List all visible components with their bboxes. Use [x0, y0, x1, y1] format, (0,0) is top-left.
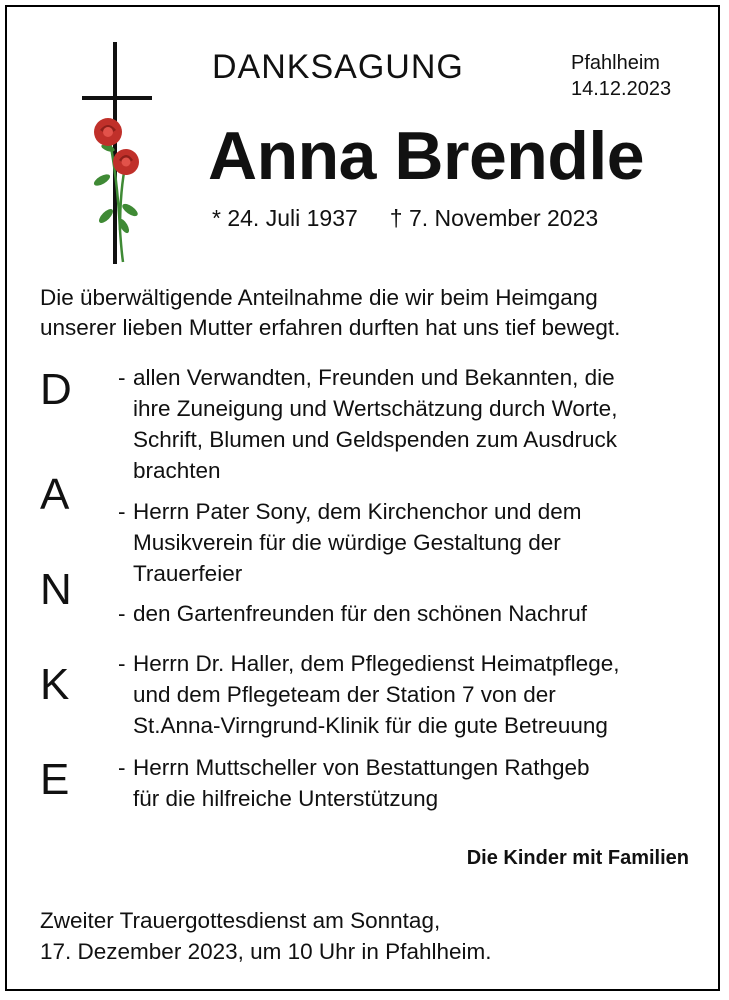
death-date: † 7. November 2023 [389, 205, 599, 231]
thanks-item-text: brachten [133, 458, 221, 483]
thanks-item-text: ihre Zuneigung und Wertschätzung durch Worte, [133, 396, 618, 421]
danke-letter-d: D [40, 365, 72, 414]
birth-date: * 24. Juli 1937 [212, 205, 358, 231]
intro-text [40, 283, 700, 343]
intro-line: unserer lieben Mutter erfahren durften hat uns tief bewegt. [40, 315, 621, 340]
thanks-item: - Herrn Pater Sony, dem Kirchenchor und dem Musikverein für die würdige Gestaltung der Trauerfeier [118, 496, 708, 589]
danke-letter-k: K [40, 660, 70, 709]
thanks-item-text: Musikverein für die würdige Gestaltung der [133, 530, 561, 555]
danke-letter-a: A [40, 470, 70, 519]
service-notice-line: 17. Dezember 2023, um 10 Uhr in Pfahlheim. [40, 939, 492, 964]
thanks-item-text: den Gartenfreunden für den schönen Nachruf [133, 601, 588, 626]
thanks-item-text: Herrn Dr. Haller, dem Pflegedienst Heimatpflege, [133, 651, 620, 676]
danke-letter-e: E [40, 755, 70, 804]
service-notice-line: Zweiter Trauergottesdienst am Sonntag, [40, 908, 441, 933]
page-heading: DANKSAGUNG [212, 48, 464, 86]
thanks-item-text: Trauerfeier [133, 561, 243, 586]
place-text: Pfahlheim [571, 52, 660, 74]
thanks-item-text: Herrn Muttscheller von Bestattungen Rathgeb [133, 755, 590, 780]
life-dates [212, 205, 598, 232]
thanks-item: - den Gartenfreunden für den schönen Nachruf [118, 601, 588, 626]
thanks-item-text: und dem Pflegeteam der Station 7 von der [133, 682, 556, 707]
thanks-item-text: allen Verwandten, Freunden und Bekannten, die [133, 365, 615, 390]
thanks-item: - Herrn Dr. Haller, dem Pflegedienst Heimatpflege, und dem Pflegeteam der Station 7 von der St.Anna-Virngrund-Klinik für die gute Betreuung [118, 648, 708, 741]
intro-line: Die überwältigende Anteilnahme die wir beim Heimgang [40, 285, 598, 310]
date-text: 14.12.2023 [571, 78, 672, 100]
cross-with-roses-icon [78, 40, 158, 270]
thanks-item-text: Herrn Pater Sony, dem Kirchenchor und dem [133, 499, 582, 524]
thanks-item: - allen Verwandten, Freunden und Bekannten, die ihre Zuneigung und Wertschätzung durch Worte, Schrift, Blumen und Geldspenden zum Ausdruck brachten [118, 362, 708, 486]
place-date-block [571, 50, 671, 102]
signature: Die Kinder mit Familien [466, 847, 689, 869]
service-notice [40, 905, 491, 967]
thanks-item-text: St.Anna-Virngrund-Klinik für die gute Betreuung [133, 713, 608, 738]
deceased-name: Anna Brendle [208, 118, 645, 194]
thanks-item: - Herrn Muttscheller von Bestattungen Rathgeb für die hilfreiche Unterstützung [118, 752, 708, 814]
danke-letter-n: N [40, 565, 72, 614]
thanks-item-text: Schrift, Blumen und Geldspenden zum Ausdruck [133, 427, 618, 452]
thanks-item-text: für die hilfreiche Unterstützung [133, 786, 439, 811]
